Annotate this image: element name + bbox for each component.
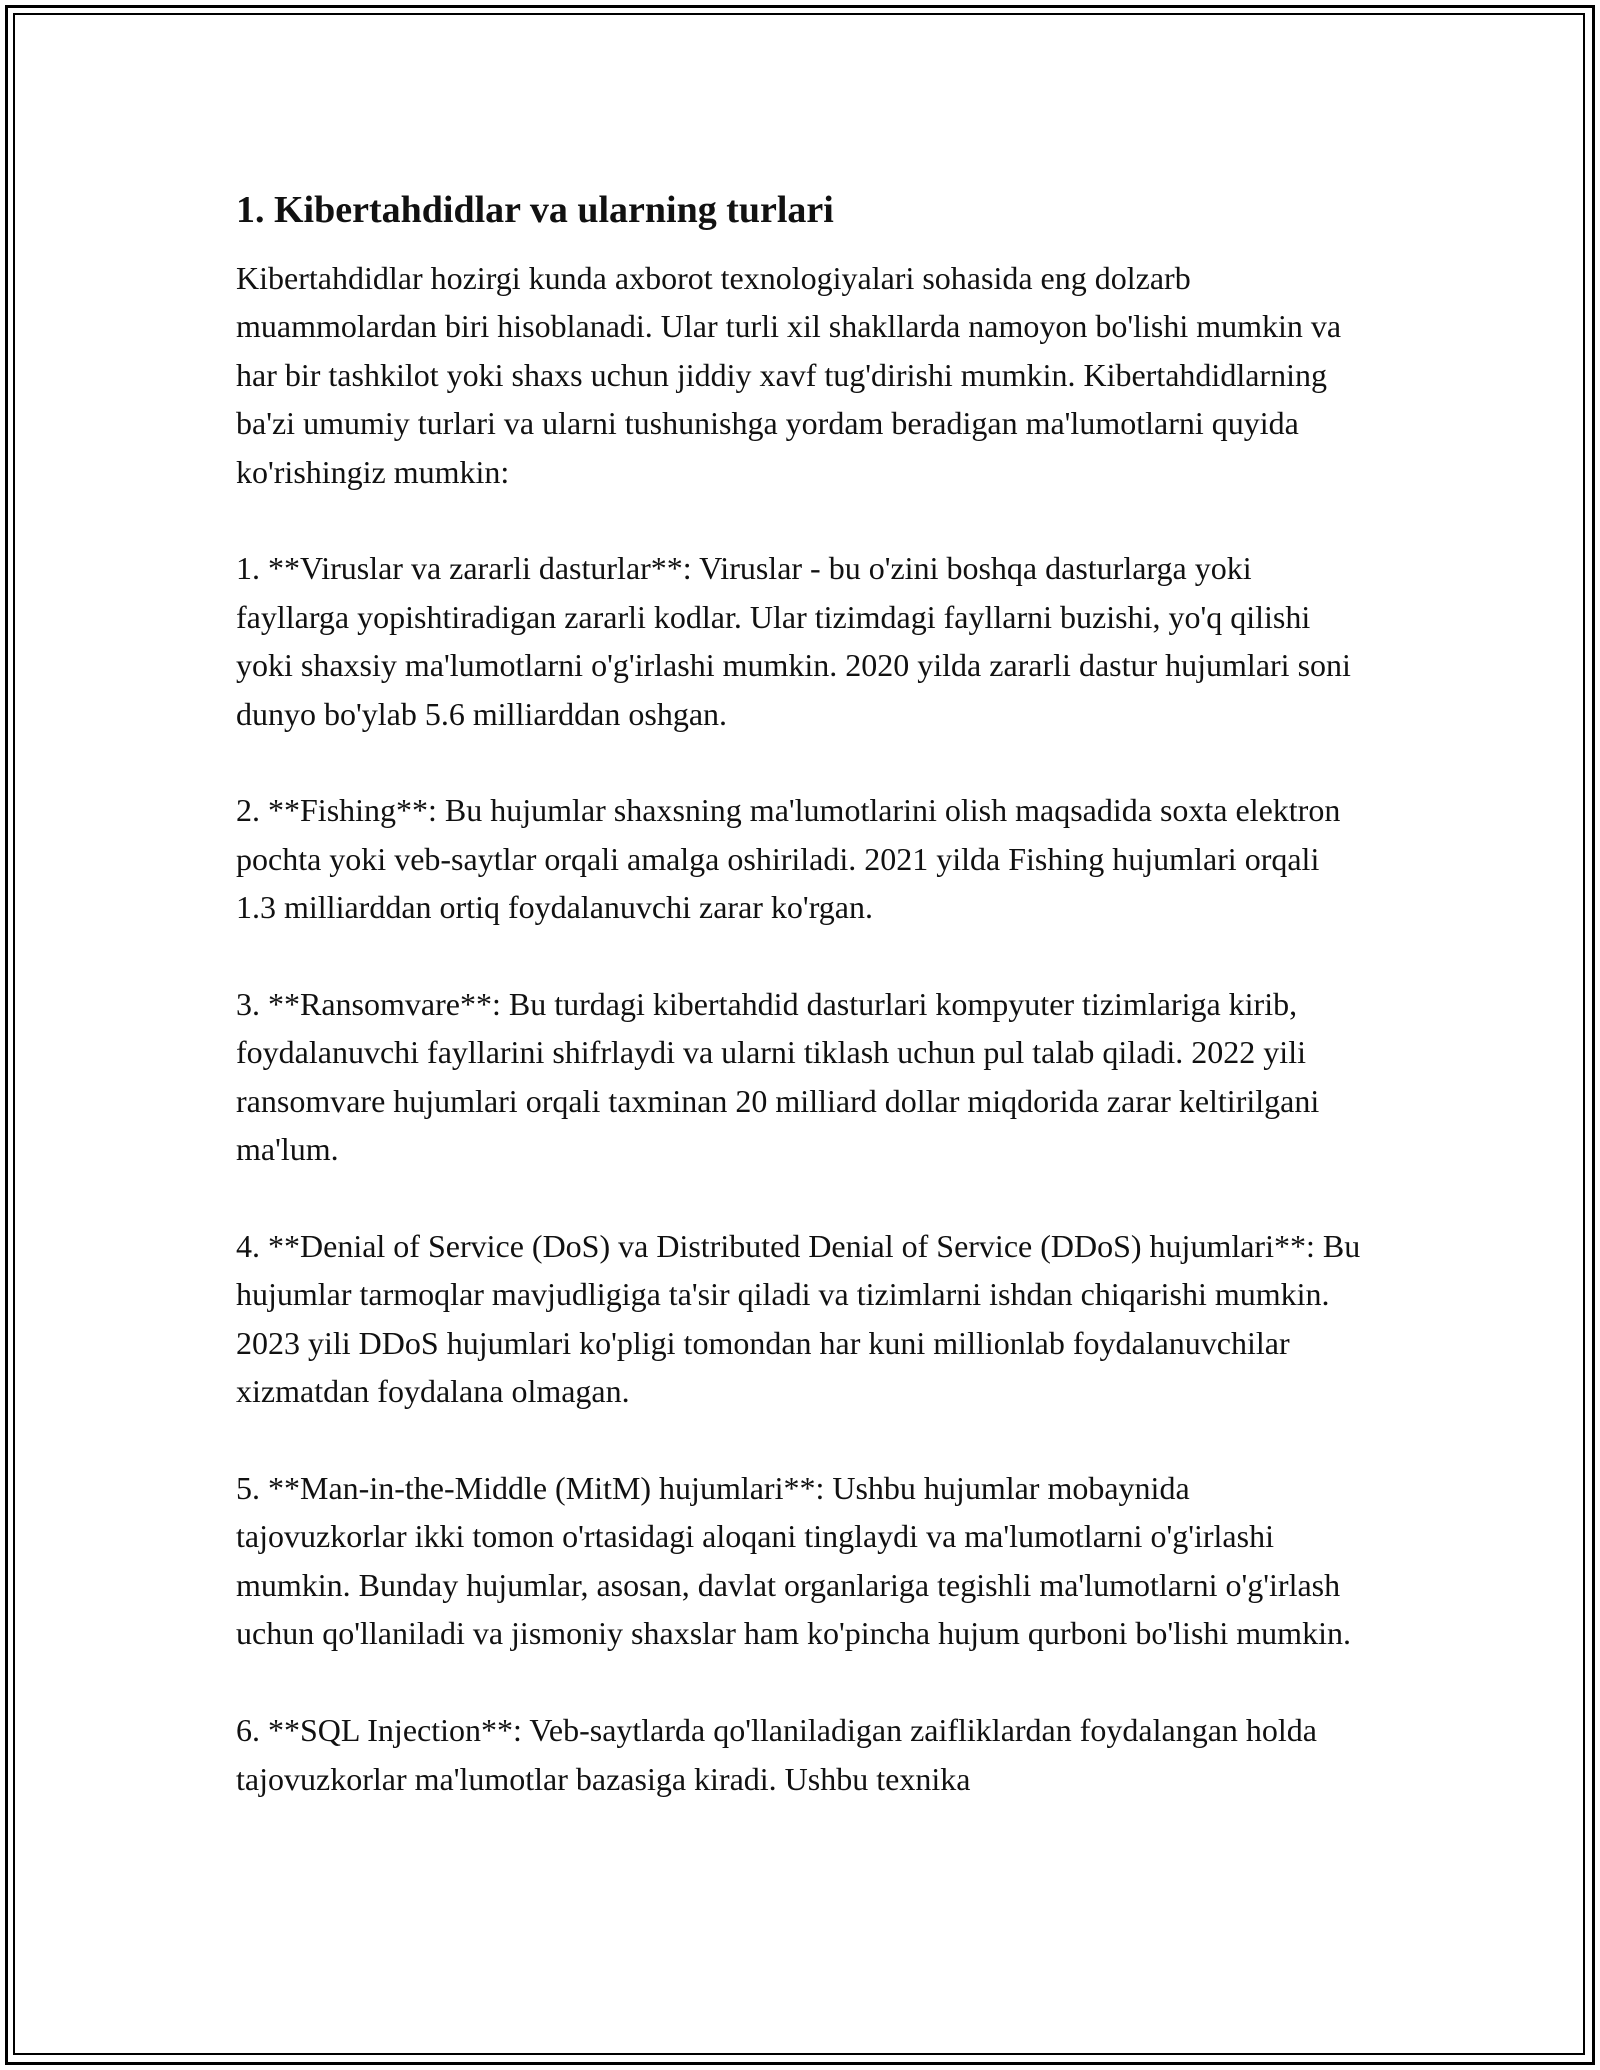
document-body xyxy=(236,186,1366,1851)
list-item-ddos: 4. **Denial of Service (DoS) va Distributed Denial of Service (DDoS) hujumlari**: Bu hujumlar tarmoqlar mavjudligiga ta'sir qiladi va tizimlarni ishdan chiqarishi mumkin. 2023 yili DDoS hujumlari ko'pligi tomondan har kuni millionlab foydalanuvchilar xizmatdan foydalana olmagan. xyxy=(236,1228,1361,1410)
list-item-ransomware: 3. **Ransomvare**: Bu turdagi kibertahdid dasturlari kompyuter tizimlariga kirib, foydalanuvchi fayllarini shifrlaydi va ularni tiklash uchun pul talab qiladi. 2022 yili ransomvare hujumlari orqali taxminan 20 milliard dollar miqdorida zarar keltirilgani ma'lum. xyxy=(236,986,1320,1168)
list-item-viruses: 1. **Viruslar va zararli dasturlar**: Viruslar - bu o'zini boshqa dasturlarga yoki fayllarga yopishtiradigan zararli kodlar. Ular tizimdagi fayllarni buzishi, yo'q qilishi yoki shaxsiy ma'lumotlarni o'g'irlashi mumkin. 2020 yilda zararli dastur hujumlari soni dunyo bo'ylab 5.6 milliarddan oshgan. xyxy=(236,550,1351,732)
list-item-sql-injection: 6. **SQL Injection**: Veb-saytlarda qo'llaniladigan zaifliklardan foydalangan holda tajovuzkorlar ma'lumotlar bazasiga kiradi. Ushbu texnika xyxy=(236,1712,1317,1797)
list-item-mitm: 5. **Man-in-the-Middle (MitM) hujumlari**: Ushbu hujumlar mobaynida tajovuzkorlar ikki tomon o'rtasidagi aloqani tinglaydi va ma'lumotlarni o'g'irlashi mumkin. Bunday hujumlar, asosan, davlat organlariga tegishli ma'lumotlarni o'g'irlash uchun qo'llaniladi va jismoniy shaxslar ham ko'pincha hujum qurboni bo'lishi mumkin. xyxy=(236,1470,1351,1652)
intro-paragraph: Kibertahdidlar hozirgi kunda axborot texnologiyalari sohasida eng dolzarb muammolardan biri hisoblanadi. Ular turli xil shakllarda namoyon bo'lishi mumkin va har bir tashkilot yoki shaxs uchun jiddiy xavf tug'dirishi mumkin. Kibertahdidlarning ba'zi umumiy turlari va ularni tushunishga yordam beradigan ma'lumotlarni quyida ko'rishingiz mumkin: xyxy=(236,260,1342,490)
section-heading: 1. Kibertahdidlar va ularning turlari xyxy=(236,189,834,231)
list-item-phishing: 2. **Fishing**: Bu hujumlar shaxsning ma'lumotlarini olish maqsadida soxta elektron pochta yoki veb-saytlar orqali amalga oshiriladi. 2021 yilda Fishing hujumlari orqali 1.3 milliarddan ortiq foydalanuvchi zarar ko'rgan. xyxy=(236,792,1341,926)
